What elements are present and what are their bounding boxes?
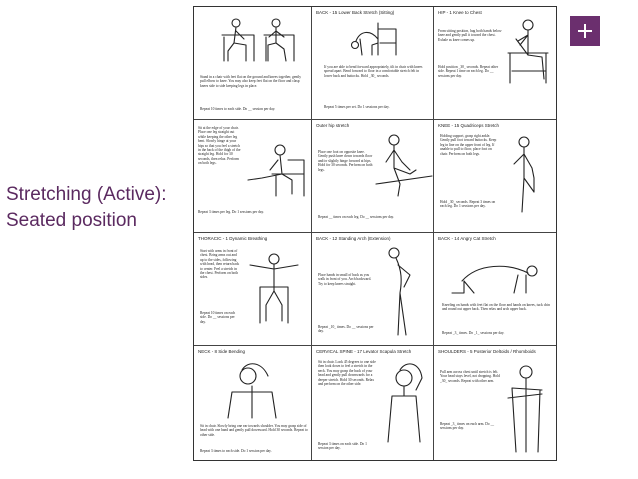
exercise-heading: SHOULDERS - 5 Posterior Deltoids / Rhomboids xyxy=(438,349,536,354)
exercise-instructions: Stand in a chair with feet flat on the ground and knees together, gently pull elbow to knee. You may also keep feet flat on the floor and clasp knees side to side keeping legs in place. xyxy=(200,75,302,88)
exercise-instructions: Kneeling on hands with feet flat on the floor and hands on knees, tuck chin and round out upper back. Then relax and arch upper back. xyxy=(442,303,550,312)
exercise-repeat: Repeat _3_ times. Do _1_ sessions per day. xyxy=(442,331,505,335)
exercise-instructions: If you are able to bend forward appropriately, tilt in chair with knees spread apart. Bend forward to floor in a comfortable stretch felt in lower back and buttocks. Hold _30_ seconds. xyxy=(324,65,423,78)
exercise-panel-neck-side-bending xyxy=(194,346,312,460)
exercise-instructions: Place hands in small of back as you walk in front of you. Arch backward. Try to keep knees straight. xyxy=(318,273,372,286)
exercise-grid xyxy=(194,7,556,460)
exercise-repeat: Repeat 3 times to each side. Do 1 session per day. xyxy=(200,449,272,453)
exercise-heading: HIP - 1 Knee to Chest xyxy=(438,10,482,15)
exercise-panel-posterior-deltoids xyxy=(434,346,556,460)
exercise-repeat: Hold _30_ seconds. Repeat 3 times on each leg. Do 1 sessions per day. xyxy=(440,200,496,209)
exercise-instructions: Start with arms in front of chest. Bring arms out and up to the sides, following with head, then return back to center. Feel a stretch in the chest. Perform on both sides. xyxy=(200,249,240,280)
outer-hip-stretch-illustration xyxy=(370,130,434,200)
exercise-sheet xyxy=(193,6,557,461)
exercise-panel-quadriceps xyxy=(434,120,556,233)
exercise-heading: NECK - 8 Side Bending xyxy=(198,349,246,354)
accent-square-plus-icon xyxy=(570,16,600,46)
exercise-panel-lower-back-sitting xyxy=(312,7,434,120)
exercise-instructions: Sit in chair. Look 45 degrees to one side then look down to feel a stretch in the neck. You may grasp the back of your head and gently pull downwards for a deeper stretch. Hold 30 seconds. Relax and perform on the other side. xyxy=(318,360,376,387)
exercise-heading: BACK - 15 Lower Back Stretch (Sitting) xyxy=(316,10,395,15)
exercise-instructions: From sitting position, hug both hands below knee and gently pull it toward the chest. Exhale as knee comes up. xyxy=(438,29,502,42)
exercise-panel-levator-scapula xyxy=(312,346,434,460)
exercise-heading: BACK - 14 Angry Cat Stretch xyxy=(438,236,496,241)
posterior-deltoid-illustration xyxy=(502,358,554,456)
exercise-repeat: Hold position _30_ seconds. Repeat other side. Repeat 1 time on each leg. Do __ sessions per day. xyxy=(438,65,499,78)
exercise-panel-dynamic-breathing xyxy=(194,233,312,346)
levator-scapula-illustration xyxy=(376,356,432,446)
exercise-heading: BACK - 12 Standing Arch (Extension) xyxy=(316,236,391,241)
dynamic-breathing-illustration xyxy=(240,245,308,325)
exercise-repeat: Repeat 3 times per leg. Do 1 sessions per day. xyxy=(198,210,264,214)
seated-rotation-illustration xyxy=(214,15,304,70)
slide-title-line-1: Stretching (Active): xyxy=(6,184,167,205)
lower-back-stretch-illustration xyxy=(342,19,402,59)
exercise-repeat: Repeat __ times on each leg. Do __ sessions per day. xyxy=(318,215,395,219)
exercise-panel-seated-rotation xyxy=(194,7,312,120)
exercise-repeat: Repeat _10_ times. Do __ sessions per day. xyxy=(318,325,374,334)
quadriceps-stretch-illustration xyxy=(500,134,552,218)
exercise-heading: CERVICAL SPINE - 17 Levator Scapula Stretch xyxy=(316,349,412,354)
exercise-instructions: Sit at the edge of your chair. Place one leg straight out while keeping the other leg bent. Slowly hinge at your hips so that you feel a stretch in the back of the thigh of the straight leg. Hold for 30 seconds, then relax. Perform on both legs. xyxy=(198,126,241,166)
exercise-instructions: Place one foot on opposite knee. Gently push knee down towards floor and/or slightly hinge forward at hips. Hold for 30 seconds. Perform on both legs. xyxy=(318,150,373,172)
exercise-repeat: Repeat _3_ times on each arm. Do __ sessions per day. xyxy=(440,422,495,431)
exercise-heading: Outer hip stretch xyxy=(316,123,350,128)
knee-to-chest-illustration xyxy=(502,17,552,87)
slide-title-line-2: Seated position xyxy=(6,210,137,231)
exercise-panel-seated-hamstring xyxy=(194,120,312,233)
seated-hamstring-illustration xyxy=(242,140,310,200)
exercise-instructions: Sit in chair. Slowly bring one ear towards shoulder. You may grasp side of head with one hand and gently pull downward. Hold 30 seconds. Repeat to other side. xyxy=(200,424,308,437)
exercise-panel-angry-cat xyxy=(434,233,556,346)
exercise-instructions: Holding support, grasp right ankle. Gently pull foot toward buttocks. Keep leg in line on the upper front of leg. If unable to pull to floor, place foot on chair. Perform on both legs. xyxy=(440,134,497,156)
slide-title xyxy=(6,182,167,234)
exercise-panel-knee-to-chest xyxy=(434,7,556,120)
standing-arch-illustration xyxy=(378,241,432,341)
neck-side-bend-illustration xyxy=(212,358,292,420)
exercise-panel-outer-hip xyxy=(312,120,434,233)
exercise-repeat: Repeat 3 times on each side. Do 1 session per day. xyxy=(318,442,367,451)
exercise-repeat: Repeat 10 times on each side. Do __ sessions per day. xyxy=(200,311,236,324)
exercise-instructions: Pull arm across chest until stretch is felt. Your head stays level, not dropping. Hold _30_ seconds. Repeat with other arm. xyxy=(440,370,500,383)
exercise-heading: THORACIC - 1 Dynamic Breathing xyxy=(198,236,268,241)
exercise-repeat: Repeat 5 times per set. Do 1 sessions per day. xyxy=(324,105,390,109)
exercise-repeat: Repeat 10 times to each side. Do __ session per day. xyxy=(200,107,276,111)
exercise-panel-standing-arch xyxy=(312,233,434,346)
angry-cat-illustration xyxy=(448,251,548,297)
exercise-heading: KNEE - 15 Quadriceps Stretch xyxy=(438,123,500,128)
